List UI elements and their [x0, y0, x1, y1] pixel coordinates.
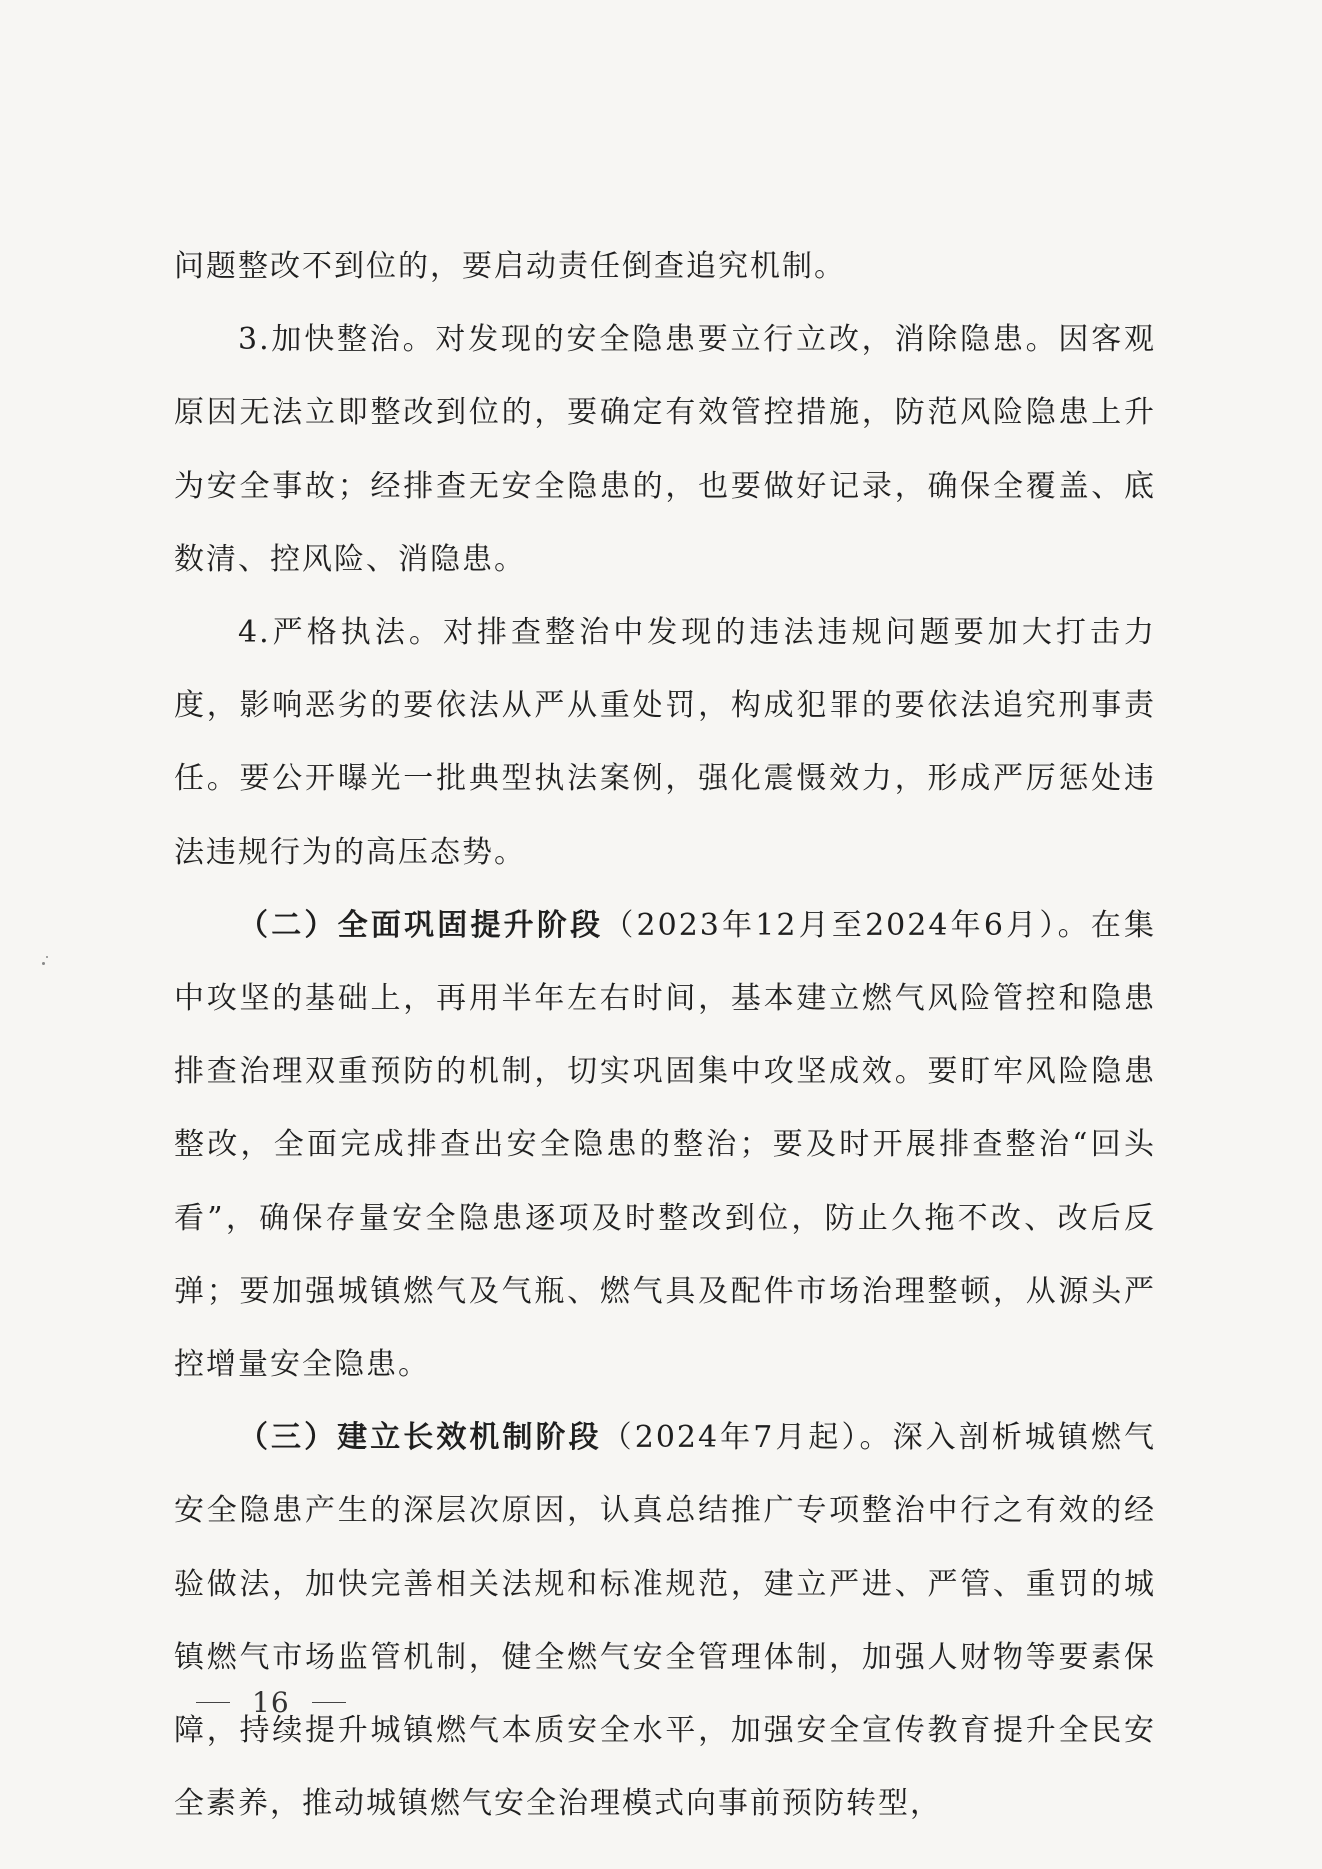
paragraph-3: [174, 596, 1156, 889]
scan-speck: [42, 962, 45, 965]
body-text: [174, 230, 1156, 1840]
page-footer: [196, 1686, 346, 1719]
paragraph-4-heading: （二）全面巩固提升阶段: [238, 907, 604, 943]
paragraph-2: [174, 303, 1156, 596]
paragraph-4: [174, 889, 1156, 1401]
paragraph-1-text: 问题整改不到位的，要启动责任倒查追究机制。: [174, 249, 846, 284]
paragraph-5: [174, 1401, 1156, 1840]
paragraph-4-text: （2023年12月至2024年6月）。在集中攻坚的基础上，再用半年左右时间，基本建立燃气风险管控和隐患排查治理双重预防的机制，切实巩固集中攻坚成效。要盯牢风险隐患整改，全面完成排查出安全隐患的整治；要及时开展排查整治“回头看”，确保存量安全隐患逐项及时整改到位，防止久拖不改、改后反弹；要加强城镇燃气及气瓶、燃气具及配件市场治理整顿，从源头严控增量安全隐患。: [174, 907, 1156, 1383]
paragraph-5-text: （2024年7月起）。深入剖析城镇燃气安全隐患产生的深层次原因，认真总结推广专项整治中行之有效的经验做法，加快完善相关法规和标准规范，建立严进、严管、重罚的城镇燃气市场监管机制，健全燃气安全管理体制，加强人财物等要素保障，持续提升城镇燃气本质安全水平，加强安全宣传教育提升全民安全素养，推动城镇燃气安全治理模式向事前预防转型，: [174, 1420, 1157, 1822]
paragraph-2-text: 3.加快整治。对发现的安全隐患要立行立改，消除隐患。因客观原因无法立即整改到位的，要确定有效管控措施，防范风险隐患上升为安全事故；经排查无安全隐患的，也要做好记录，确保全覆盖、底数清、控风险、消隐患。: [174, 322, 1156, 577]
footer-right-dash: [312, 1702, 346, 1704]
paragraph-5-heading: （三）建立长效机制阶段: [238, 1420, 602, 1456]
scan-speck: [46, 956, 48, 958]
footer-left-dash: [196, 1702, 230, 1704]
paragraph-1: [174, 230, 1156, 303]
paragraph-3-text: 4.严格执法。对排查整治中发现的违法违规问题要加大打击力度，影响恶劣的要依法从严从重处罚，构成犯罪的要依法追究刑事责任。要公开曝光一批典型执法案例，强化震慑效力，形成严厉惩处违法违规行为的高压态势。: [174, 615, 1156, 870]
page-number: 16: [252, 1686, 290, 1719]
